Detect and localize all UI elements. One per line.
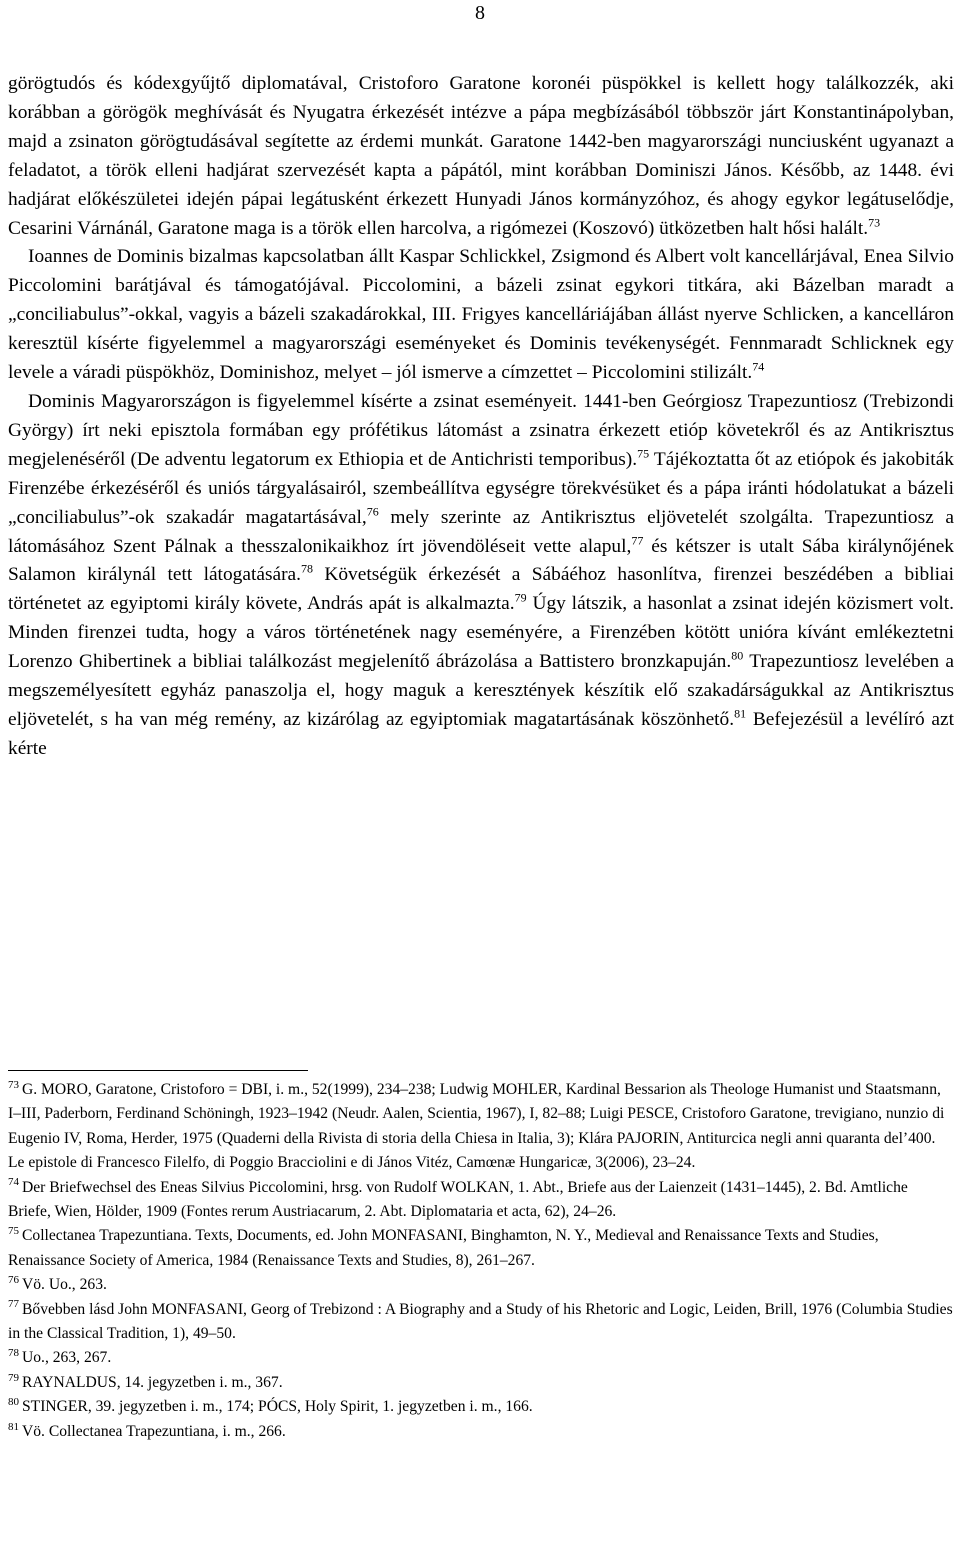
footnote-ref[interactable]: 77 [631, 533, 644, 548]
footnote-ref[interactable]: 75 [637, 446, 650, 461]
footnote [8, 1346, 954, 1370]
footnote-text: Vö. Collectanea Trapezuntiana, i. m., 266. [22, 1422, 286, 1440]
footnote-text: Bővebben lásd John MONFASANI, Georg of Trebizond : A Biography and a Study of his Rhetoric and Logic, Leiden, Brill, 1976 (Columbia Studies in the Classical Tradition, 1), 49–50. [8, 1300, 953, 1343]
footnote-text: G. MORO, Garatone, Cristoforo = DBI, i. m., 52(1999), 234–238; Ludwig MOHLER, Kardinal Bessarion als Theologe Humanist und Staatsmann, I–III, Paderborn, Ferdinand Schöningh, 1923–1942 (Neudr. Aalen, Scientia, 1967), I, 82–88; Luigi PESCE, Cristoforo Garatone, trevigiano, nunzio di Eugenio IV, Roma, Herder, 1975 (Quaderni della Rivista di storia della Chiesa in Italia, 3); Klára PAJORIN, Antiturcica negli anni quaranta del’400. Le epistole di Francesco Filelfo, di Poggio Bracciolini e di János Vitéz, Camœnæ Hungaricæ, 3(2006), 23–24. [8, 1081, 945, 1172]
text-run: Ioannes de Dominis bizalmas kapcsolatban állt Kaspar Schlickkel, Zsigmond és Albert volt kancellárjával, Enea Silvio Piccolomini barátjával és támogatójával. Piccolomini, a bázeli zsinat egykori titkára, aki Bázelban maradt a „conciliabulus”-okkal, vagyis a bázeli szakadárokkal, III. Frigyes kancelláriájában állást nyerve Schlicken, a kancelláron keresztül kísérte figyelemmel a magyarországi eseményeket és Dominis tevékenységét. Fennmaradt Schlicknek egy levele a váradi püspökhöz, Dominishoz, melyet – jól ismerve a címzettet – Piccolomini stilizált. [8, 246, 954, 384]
footnote-number: 79 [8, 1371, 19, 1384]
footnote [8, 1371, 954, 1395]
text-run: Dominis Magyarországon is figyelemmel kísérte a zsinat eseményeit. 1441-ben Geórgiosz Trapezuntiosz (Trebizondi György) írt neki episztola formában egy prófétikus látomást a zsinatra érkezett etióp követekről és az Antikrisztus megjelenéséről (De adventu legatorum ex Ethiopia et de Antichristi temporibus). [8, 390, 954, 470]
footnote-ref[interactable]: 78 [301, 561, 314, 576]
footnote [8, 1420, 954, 1444]
text-run: Befejezésül a levélíró azt kérte [8, 708, 954, 759]
footnote-number: 73 [8, 1078, 19, 1091]
footnote-number: 74 [8, 1176, 19, 1189]
paragraph [8, 243, 954, 388]
paragraph [8, 70, 954, 243]
footnote-text: Uo., 263, 267. [22, 1349, 112, 1367]
footnote-divider [8, 1070, 308, 1071]
footnote-ref[interactable]: 73 [868, 215, 881, 230]
footnote-number: 81 [8, 1420, 19, 1433]
footnote-ref[interactable]: 74 [752, 359, 765, 374]
footnote-ref[interactable]: 80 [731, 648, 744, 663]
text-run: Trapezuntiosz levelében a megszemélyesített egyház panaszolja el, hogy maguk a keresztények készítik elő szakadárságukkal az Antikrisztus eljövetelét, s ha van még remény, az kizárólag az egyiptomiak magatartásának köszönhető. [8, 651, 954, 730]
footnote [8, 1224, 954, 1273]
footnote-text: Der Briefwechsel des Eneas Silvius Piccolomini, hrsg. von Rudolf WOLKAN, 1. Abt., Briefe aus der Laienzeit (1431–1445), 2. Bd. Amtliche Briefe, Wien, Hölder, 1909 (Fontes rerum Austriacarum, 2. Abt. Diplomataria et acta, 62), 24–26. [8, 1178, 908, 1221]
footnote-number: 80 [8, 1396, 19, 1409]
footnote [8, 1395, 954, 1419]
text-run: Követségük érkezését a Sábáéhoz hasonlítva, firenzei beszédében a bibliai történetet az egyiptomi király követe, András apát is alkalmazta. [8, 564, 954, 615]
footnote-text: RAYNALDUS, 14. jegyzetben i. m., 367. [22, 1373, 283, 1391]
text-run: Úgy látszik, a hasonlat a zsinat idején közismert volt. Minden firenzei tudta, hogy a város történetének nagy eseményére, a Firenzében kötött unióra kívánt emlékeztetni Lorenzo Ghibertinek a bibliai találkozást megjelenítő ábrázolása a Battistero bronzkapuján. [8, 593, 954, 673]
footnote-text: Collectanea Trapezuntiana. Texts, Documents, ed. John MONFASANI, Binghamton, N. Y., Medieval and Renaissance Texts and Studies, Renaissance Society of America, 1984 (Renaissance Texts and Studies, 8), 261–267. [8, 1227, 879, 1269]
body-text [8, 70, 954, 764]
footnote [8, 1176, 954, 1225]
text-run: Tájékoztatta őt az etiópok és jakobiták Firenzébe érkezéséről és uniós tárgyalásairól, szembeállítva egységre törekvésüket és a pápa iránti hódolatukat a bázeli „conciliabulus”-ok szakadár magatartásával, [8, 448, 955, 528]
footnotes [8, 1078, 954, 1444]
text-run: és kétszer is utalt Sába királynőjének Salamon királynál tett látogatására. [8, 535, 954, 586]
footnote [8, 1273, 954, 1297]
paragraph [8, 388, 954, 764]
footnote-ref[interactable]: 79 [514, 590, 527, 605]
footnote-number: 75 [8, 1225, 19, 1238]
text-run: mely szerinte az Antikrisztus eljövetelét szolgálta. Trapezuntiosz a látomásához Szent Pálnak a thesszalonikaikhoz írt jövendöléseit vette alapul, [8, 506, 954, 557]
footnote-ref[interactable]: 81 [734, 706, 747, 721]
footnote-ref[interactable]: 76 [366, 504, 379, 519]
footnote-number: 77 [8, 1298, 19, 1311]
footnote [8, 1078, 954, 1176]
footnote [8, 1298, 954, 1347]
text-run: görögtudós és kódexgyűjtő diplomatával, Cristoforo Garatone koronéi püspökkel is kellett hogy találkozzék, aki korábban a görögök meghívását és Nyugatra érkezését intézve a pápa megbízásából többször járt Konstantinápolyban, majd a zsinaton görögtudásával segítette az érdemi munkát. Garatone 1442-ben magyarországi nunciusként ugyanazt a feladatot, a török elleni hadjárat szervezését kapta a pápától, mint korábban Dominiszi János. Később, az 1448. évi hadjárat előkészületei idején pápai legátusként érkezett Hunyadi János kormányzóhoz, és ahogy egykor legátuselődje, Cesarini Várnánál, Garatone maga is a török ellen harcolva, a rigómezei (Koszovó) ütközetben halt hősi halált. [8, 73, 954, 239]
footnote-number: 78 [8, 1347, 19, 1360]
footnote-text: Vö. Uo., 263. [22, 1276, 107, 1294]
footnote-number: 76 [8, 1274, 19, 1287]
page-number: 8 [475, 2, 485, 24]
footnote-text: STINGER, 39. jegyzetben i. m., 174; PÓCS, Holy Spirit, 1. jegyzetben i. m., 166. [22, 1398, 533, 1416]
